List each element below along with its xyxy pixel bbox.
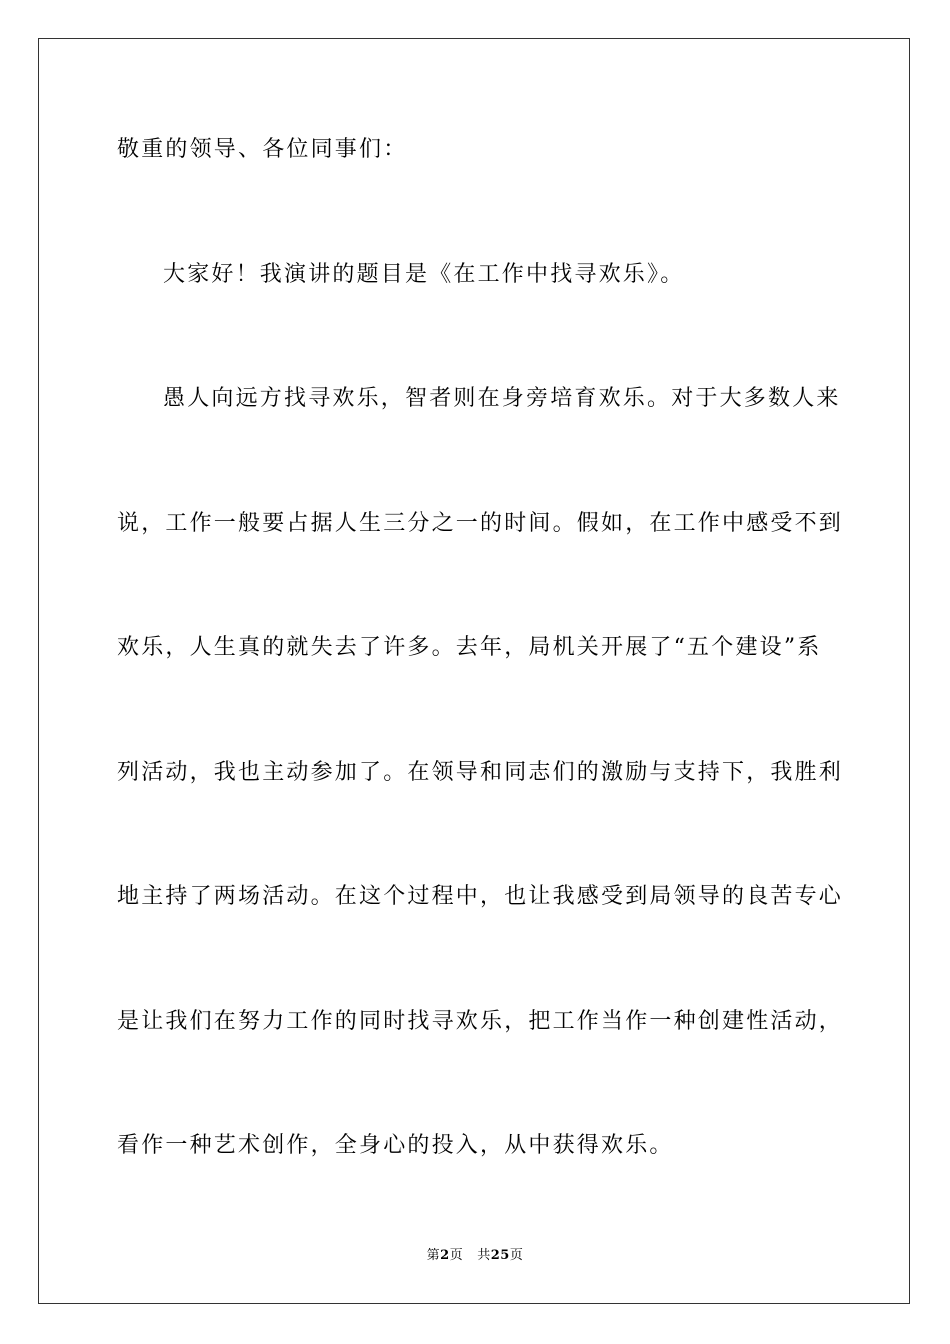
paragraph-line: 是让我们在努力工作的同时找寻欢乐，把工作当作一种创建性活动， bbox=[117, 1009, 844, 1034]
paragraph-line: 说，工作一般要占据人生三分之一的时间。假如，在工作中感受不到 bbox=[117, 511, 844, 536]
total-pages: 25 bbox=[490, 1248, 510, 1263]
page-prefix: 第 bbox=[426, 1248, 441, 1263]
page-footer bbox=[0, 1247, 950, 1265]
page-border bbox=[38, 38, 910, 1304]
total-suffix: 页 bbox=[509, 1248, 524, 1263]
paragraph-line: 地主持了两场活动。在这个过程中，也让我感受到局领导的良苦专心 bbox=[117, 884, 844, 909]
salutation: 敬重的领导、各位同事们： bbox=[117, 137, 408, 162]
paragraph-line: 愚人向远方找寻欢乐，智者则在身旁培育欢乐。对于大多数人来 bbox=[163, 386, 841, 411]
paragraph-line: 列活动，我也主动参加了。在领导和同志们的激励与支持下，我胜利 bbox=[117, 760, 844, 785]
page-suffix: 页 bbox=[449, 1248, 464, 1263]
paragraph-opening: 大家好！我演讲的题目是《在工作中找寻欢乐》。 bbox=[163, 262, 685, 287]
total-prefix: 共 bbox=[477, 1248, 491, 1263]
page-number: 2 bbox=[440, 1248, 450, 1263]
paragraph-line: 看作一种艺术创作，全身心的投入，从中获得欢乐。 bbox=[117, 1133, 674, 1158]
paragraph-line: 欢乐，人生真的就失去了许多。去年，局机关开展了“五个建设”系 bbox=[117, 635, 822, 660]
